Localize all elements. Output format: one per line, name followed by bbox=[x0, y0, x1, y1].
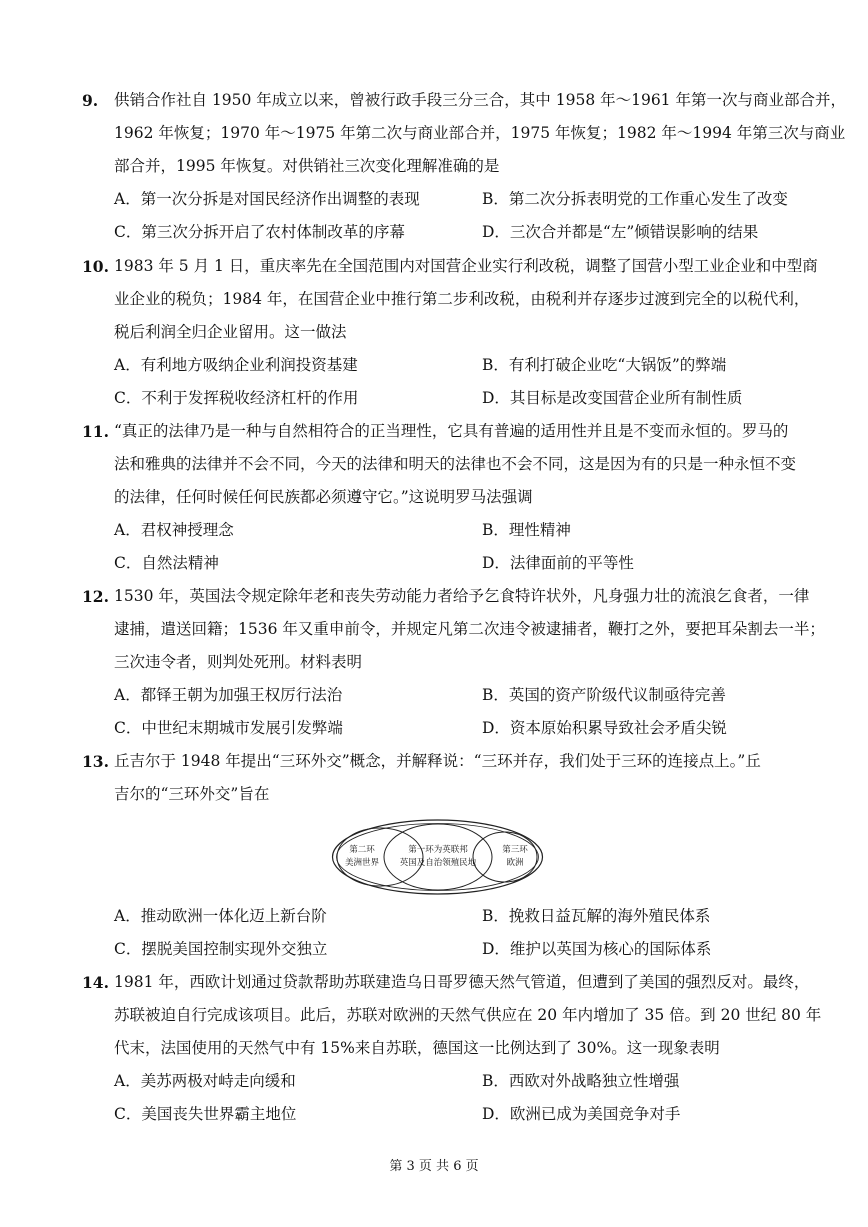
option-b[interactable]: B．有利打破企业吃“大锅饭”的弊端 bbox=[482, 356, 727, 374]
question-stem: 1981 年，西欧计划通过贷款帮助苏联建造乌日哥罗德天然气管道，但遭到了美国的强烈反对。最终， bbox=[114, 973, 810, 991]
question-number: 11. bbox=[82, 422, 109, 441]
option-c[interactable]: C．第三次分拆开启了农村体制改革的序幕 bbox=[114, 223, 405, 241]
question-stem: 代末，法国使用的天然气中有 15%来自苏联，德国这一比例达到了 30%。这一现象表明 bbox=[114, 1039, 720, 1057]
option-c[interactable]: C．自然法精神 bbox=[114, 554, 219, 572]
options-row bbox=[82, 712, 788, 745]
question-stem: 法和雅典的法律并不会不同，今天的法律和明天的法律也不会不同，这是因为有的只是一种永恒不变 bbox=[114, 455, 797, 473]
options-row bbox=[82, 1098, 788, 1131]
left-ring-label-1: 第二环 bbox=[349, 845, 375, 855]
question-stem: “真正的法律乃是一种与自然相符合的正当理性，它具有普遍的适用性并且是不变而永恒的。罗马的 bbox=[114, 422, 789, 440]
options-row bbox=[82, 382, 788, 415]
question-stem: 的法律，任何时候任何民族都必须遵守它。”这说明罗马法强调 bbox=[114, 488, 533, 506]
question-14 bbox=[82, 966, 822, 1131]
options-row bbox=[82, 679, 788, 712]
option-b[interactable]: B．西欧对外战略独立性增强 bbox=[482, 1072, 680, 1090]
question-stem: 部合并，1995 年恢复。对供销社三次变化理解准确的是 bbox=[114, 157, 500, 175]
question-line bbox=[82, 580, 810, 613]
option-a[interactable]: A．都铎王朝为加强王权厉行法治 bbox=[114, 686, 343, 704]
middle-ring-label-1: 第一环为英联邦 bbox=[408, 845, 468, 855]
question-13 bbox=[82, 745, 788, 811]
option-a[interactable]: A．第一次分拆是对国民经济作出调整的表现 bbox=[114, 190, 420, 208]
question-line bbox=[82, 481, 788, 514]
question-stem: 苏联被迫自行完成该项目。此后，苏联对欧洲的天然气供应在 20 年内增加了 35 倍。到 20 世纪 80 年 bbox=[114, 1006, 822, 1024]
question-line bbox=[82, 448, 797, 481]
outer-ring bbox=[333, 820, 543, 894]
question-11 bbox=[82, 415, 797, 580]
page-footer: 第 3 页 共 6 页 bbox=[389, 1159, 479, 1174]
options-row bbox=[82, 349, 788, 382]
question-stem: 1983 年 5 月 1 日，重庆率先在全国范围内对国营企业实行利改税，调整了国营小型工业企业和中型商 bbox=[114, 257, 818, 275]
question-12 bbox=[82, 580, 825, 745]
question-line bbox=[82, 316, 788, 349]
right-ring bbox=[473, 832, 537, 882]
question-stem: 业企业的税负；1984 年，在国营企业中推行第二步利改税，由税利并存逐步过渡到完全的以税代利， bbox=[114, 290, 810, 308]
question-stem: 吉尔的“三环外交”旨在 bbox=[114, 785, 270, 803]
option-a[interactable]: A．君权神授理念 bbox=[114, 521, 234, 539]
option-a[interactable]: A．推动欧洲一体化迈上新台阶 bbox=[114, 907, 327, 925]
options-row bbox=[82, 183, 788, 216]
option-c[interactable]: C．美国丧失世界霸主地位 bbox=[114, 1105, 297, 1123]
right-ring-label-1: 第三环 bbox=[502, 845, 528, 855]
option-b[interactable]: B．理性精神 bbox=[482, 521, 571, 539]
option-b[interactable]: B．第二次分拆表明党的工作重心发生了改变 bbox=[482, 190, 788, 208]
option-d[interactable]: D．欧洲已成为美国竞争对手 bbox=[482, 1105, 681, 1123]
question-line bbox=[82, 283, 810, 316]
right-ring-label-2: 欧洲 bbox=[506, 858, 524, 868]
option-d[interactable]: D．维护以英国为核心的国际体系 bbox=[482, 940, 712, 958]
question-line bbox=[82, 613, 825, 646]
options-row bbox=[82, 1065, 788, 1098]
question-line bbox=[82, 646, 788, 679]
question-line bbox=[82, 150, 788, 183]
question-line bbox=[82, 778, 788, 811]
question-line bbox=[82, 999, 822, 1032]
middle-ring bbox=[384, 824, 492, 890]
question-number: 9. bbox=[82, 91, 99, 110]
option-a[interactable]: A．美苏两极对峙走向缓和 bbox=[114, 1072, 296, 1090]
question-line bbox=[82, 117, 846, 150]
question-line bbox=[82, 250, 818, 283]
question-stem: 三次违令者，则判处死刑。材料表明 bbox=[114, 653, 363, 671]
option-b[interactable]: B．挽救日益瓦解的海外殖民体系 bbox=[482, 907, 711, 925]
question-line bbox=[82, 415, 788, 448]
question-number: 14. bbox=[82, 973, 109, 992]
question-stem: 供销合作社自 1950 年成立以来，曾被行政手段三分三合，其中 1958 年～1961 年第一次与商业部合并， bbox=[114, 91, 846, 109]
question-number: 12. bbox=[82, 587, 109, 606]
left-ring bbox=[337, 828, 423, 886]
question-stem: 丘吉尔于 1948 年提出“三环外交”概念，并解释说：“三环并存，我们处于三环的连接点上。”丘 bbox=[114, 752, 761, 770]
question-line bbox=[82, 1032, 788, 1065]
question-number: 10. bbox=[82, 257, 109, 276]
option-d[interactable]: D．法律面前的平等性 bbox=[482, 554, 634, 572]
question-13-options bbox=[82, 900, 788, 966]
left-ring-label-2: 美洲世界 bbox=[344, 858, 380, 868]
question-stem: 逮捕，遣送回籍；1536 年又重申前令，并规定凡第二次违令被逮捕者，鞭打之外，要把耳朵割去一半； bbox=[114, 620, 825, 638]
question-stem: 1962 年恢复；1970 年～1975 年第二次与商业部合并，1975 年恢复；1982 年～1994 年第三次与商业 bbox=[114, 124, 846, 142]
option-d[interactable]: D．其目标是改变国营企业所有制性质 bbox=[482, 389, 743, 407]
middle-ring-label-2: 英国及自治领殖民地 bbox=[399, 858, 477, 868]
option-c[interactable]: C．中世纪末期城市发展引发弊端 bbox=[114, 719, 343, 737]
question-9 bbox=[82, 84, 846, 249]
options-row bbox=[82, 933, 788, 966]
question-10 bbox=[82, 250, 818, 415]
options-row bbox=[82, 547, 788, 580]
option-d[interactable]: D．三次合并都是“左”倾错误影响的结果 bbox=[482, 223, 759, 241]
options-row bbox=[82, 900, 788, 933]
question-line bbox=[82, 966, 810, 999]
question-stem: 税后利润全归企业留用。这一做法 bbox=[114, 323, 347, 341]
option-c[interactable]: C．不利于发挥税收经济杠杆的作用 bbox=[114, 389, 359, 407]
question-line bbox=[82, 84, 846, 117]
three-rings-diagram bbox=[330, 818, 545, 896]
outer-ring-inner-line bbox=[337, 824, 539, 891]
question-line bbox=[82, 745, 788, 778]
option-a[interactable]: A．有利地方吸纳企业利润投资基建 bbox=[114, 356, 358, 374]
option-d[interactable]: D．资本原始积累导致社会矛盾尖锐 bbox=[482, 719, 727, 737]
options-row bbox=[82, 514, 788, 547]
options-row bbox=[82, 216, 788, 249]
option-b[interactable]: B．英国的资产阶级代议制亟待完善 bbox=[482, 686, 726, 704]
question-stem: 1530 年，英国法令规定除年老和丧失劳动能力者给予乞食特许状外，凡身强力壮的流浪乞食者，一律 bbox=[114, 587, 810, 605]
option-c[interactable]: C．摆脱美国控制实现外交独立 bbox=[114, 940, 328, 958]
question-number: 13. bbox=[82, 752, 109, 771]
